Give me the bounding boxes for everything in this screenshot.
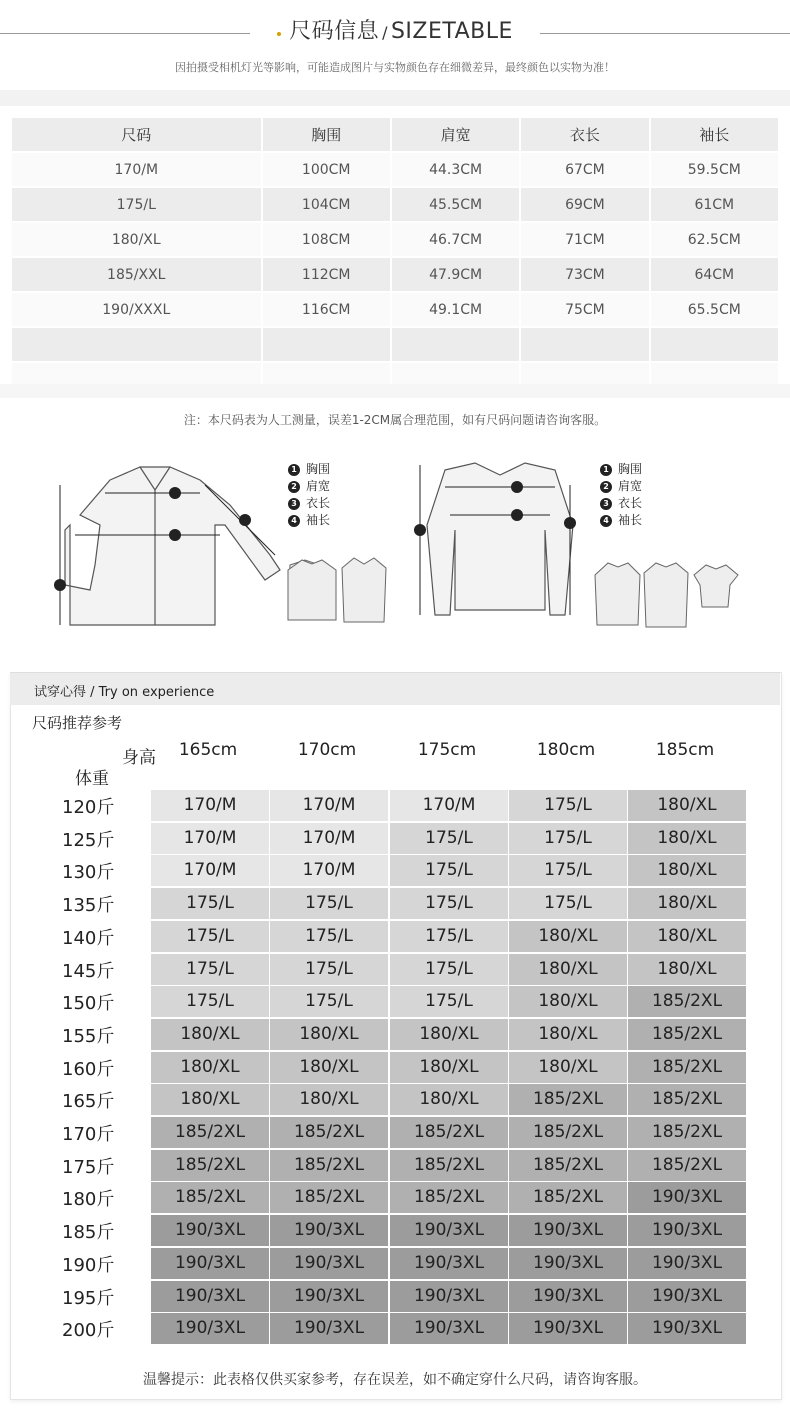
grid-cell: 190/3XL [390, 1313, 508, 1344]
grid-cell: 180/XL [151, 1084, 269, 1115]
legend-right [600, 461, 642, 529]
num-4-icon: 4 [288, 515, 300, 527]
grid-cell: 190/3XL [270, 1215, 388, 1246]
grid-cell: 190/3XL [390, 1215, 508, 1246]
grid-cell: 190/3XL [509, 1248, 627, 1279]
marker-1-icon [511, 509, 523, 521]
legend-item: 胸围 [306, 462, 331, 476]
height-label: 身高 [122, 748, 156, 768]
grid-cell: 180/XL [270, 1084, 388, 1115]
size-table-cell: 180/XL [12, 223, 261, 256]
size-table-cell: 肩宽 [392, 118, 519, 151]
grid-cell: 175/L [390, 921, 508, 952]
title-dot-icon [277, 32, 281, 36]
grid-cell: 185/2XL [151, 1117, 269, 1148]
size-table [10, 116, 780, 398]
grid-cell: 190/3XL [628, 1215, 746, 1246]
size-table-row [12, 328, 778, 361]
grid-cell: 170/M [270, 790, 388, 821]
grid-cell: 185/2XL [390, 1150, 508, 1181]
size-table-cell [263, 328, 390, 361]
size-table-cell: 190/XXXL [12, 293, 261, 326]
height-col-header: 165cm [178, 740, 238, 760]
grid-cell: 190/3XL [151, 1313, 269, 1344]
shirt-diagram [40, 455, 320, 645]
size-table-cell: 75CM [521, 293, 648, 326]
grid-cell: 175/L [270, 888, 388, 919]
divider-band [0, 384, 790, 398]
grid-cell: 180/XL [509, 986, 627, 1017]
divider-band [0, 90, 790, 106]
size-table-note: 注：本尺码表为人工测量，误差1-2CM属合理范围，如有尺码问题请咨询客服。 [183, 413, 607, 427]
grid-cell: 170/M [151, 790, 269, 821]
num-4-icon: 4 [600, 515, 612, 527]
grid-cell: 180/XL [390, 1052, 508, 1083]
grid-cell: 190/3XL [390, 1281, 508, 1312]
cardigan-thumbnails [590, 555, 740, 630]
size-table-cell: 100CM [263, 153, 390, 186]
grid-cell: 185/2XL [509, 1182, 627, 1213]
size-table-cell [392, 328, 519, 361]
size-table-cell: 108CM [263, 223, 390, 256]
grid-cell: 190/3XL [628, 1248, 746, 1279]
title-en: SIZETABLE [390, 19, 513, 44]
grid-cell: 175/L [509, 888, 627, 919]
marker-1-icon [169, 529, 181, 541]
weight-row-header: 125斤 [62, 829, 115, 851]
marker-3-icon [414, 524, 426, 536]
try-on-title: 试穿心得 / Try on experience [34, 685, 215, 700]
size-table-cell: 袖长 [651, 118, 778, 151]
grid-cell: 175/L [270, 954, 388, 985]
grid-cell: 190/3XL [509, 1281, 627, 1312]
grid-cell: 180/XL [390, 1084, 508, 1115]
size-table-cell: 尺码 [12, 118, 261, 151]
marker-2-icon [169, 487, 181, 499]
size-ref-subtitle: 尺码推荐参考 [32, 714, 123, 732]
height-col-header: 180cm [536, 740, 596, 760]
grid-cell: 185/2XL [509, 1150, 627, 1181]
weight-row-header: 145斤 [62, 960, 115, 982]
size-table-row [12, 153, 778, 186]
size-table-cell: 64CM [651, 258, 778, 291]
weight-row-header: 155斤 [62, 1025, 115, 1047]
title-separator: / [382, 23, 388, 42]
size-table-cell: 46.7CM [392, 223, 519, 256]
size-table-cell: 胸围 [263, 118, 390, 151]
grid-cell: 180/XL [628, 823, 746, 854]
title-cn: 尺码信息 [289, 19, 380, 44]
legend-item: 衣长 [306, 496, 331, 510]
grid-cell: 185/2XL [628, 1019, 746, 1050]
grid-cell: 175/L [390, 823, 508, 854]
size-table-row [12, 258, 778, 291]
grid-cell: 175/L [509, 823, 627, 854]
grid-cell: 185/2XL [151, 1182, 269, 1213]
grid-cell: 175/L [390, 954, 508, 985]
size-table-cell: 59.5CM [651, 153, 778, 186]
legend-item: 衣长 [618, 496, 643, 510]
num-2-icon: 2 [288, 481, 300, 493]
grid-cell: 180/XL [151, 1052, 269, 1083]
weight-row-header: 130斤 [62, 862, 115, 884]
grid-cell: 180/XL [509, 1052, 627, 1083]
grid-cell: 185/2XL [628, 1052, 746, 1083]
grid-cell: 190/3XL [270, 1248, 388, 1279]
grid-cell: 180/XL [628, 855, 746, 886]
grid-cell: 180/XL [628, 921, 746, 952]
grid-cell: 175/L [270, 921, 388, 952]
num-1-icon: 1 [600, 464, 612, 476]
weight-row-header: 120斤 [62, 797, 115, 818]
marker-4-icon [239, 514, 251, 526]
grid-cell: 190/3XL [390, 1248, 508, 1279]
size-table-cell [12, 328, 261, 361]
grid-cell: 175/L [390, 855, 508, 886]
grid-cell: 180/XL [270, 1052, 388, 1083]
size-table-cell: 175/L [12, 188, 261, 221]
weight-row-header: 160斤 [62, 1058, 115, 1080]
weight-row-header: 180斤 [62, 1189, 115, 1211]
marker-2-icon [511, 481, 523, 493]
grid-cell: 185/2XL [270, 1182, 388, 1213]
size-table-row [12, 188, 778, 221]
grid-cell: 170/M [151, 855, 269, 886]
grid-cell: 180/XL [509, 1019, 627, 1050]
grid-cell: 185/2XL [509, 1117, 627, 1148]
grid-cell: 190/3XL [270, 1313, 388, 1344]
weight-row-header: 140斤 [62, 927, 115, 949]
num-3-icon: 3 [288, 498, 300, 510]
grid-cell: 185/2XL [628, 986, 746, 1017]
size-table-cell: 104CM [263, 188, 390, 221]
grid-cell: 190/3XL [628, 1313, 746, 1344]
weight-row-header: 135斤 [62, 895, 115, 917]
grid-cell: 180/XL [628, 954, 746, 985]
grid-cell: 190/3XL [628, 1281, 746, 1312]
grid-cell: 175/L [509, 790, 627, 821]
legend-item: 袖长 [306, 513, 331, 527]
weight-row-header: 185斤 [62, 1222, 115, 1244]
grid-cell: 180/XL [628, 888, 746, 919]
size-table-cell: 116CM [263, 293, 390, 326]
size-table-cell: 65.5CM [651, 293, 778, 326]
size-table-cell: 衣长 [521, 118, 648, 151]
size-table-cell: 69CM [521, 188, 648, 221]
size-table-cell: 67CM [521, 153, 648, 186]
height-col-header: 185cm [655, 740, 715, 760]
grid-cell: 190/3XL [151, 1215, 269, 1246]
footer-tip: 温馨提示：此表格仅供买家参考，存在误差，如不确定穿什么尺码，请咨询客服。 [143, 1372, 647, 1388]
grid-cell: 175/L [151, 954, 269, 985]
height-col-header: 175cm [417, 740, 477, 760]
grid-cell: 185/2XL [628, 1117, 746, 1148]
legend-item: 胸围 [618, 462, 643, 476]
grid-cell: 180/XL [151, 1019, 269, 1050]
size-table-cell: 71CM [521, 223, 648, 256]
grid-cell: 190/3XL [509, 1215, 627, 1246]
legend-item: 肩宽 [618, 479, 643, 493]
size-table-cell: 47.9CM [392, 258, 519, 291]
size-table-cell: 185/XXL [12, 258, 261, 291]
grid-cell: 190/3XL [151, 1281, 269, 1312]
size-table-cell: 62.5CM [651, 223, 778, 256]
size-table-cell: 170/M [12, 153, 261, 186]
grid-cell: 185/2XL [628, 1150, 746, 1181]
grid-cell: 175/L [151, 888, 269, 919]
num-2-icon: 2 [600, 481, 612, 493]
grid-cell: 185/2XL [151, 1150, 269, 1181]
grid-cell: 170/M [151, 823, 269, 854]
size-table-row [12, 118, 778, 151]
grid-cell: 180/XL [270, 1019, 388, 1050]
grid-cell: 185/2XL [628, 1084, 746, 1115]
grid-cell: 190/3XL [270, 1281, 388, 1312]
size-table-cell: 61CM [651, 188, 778, 221]
weight-row-header: 150斤 [62, 993, 115, 1015]
grid-cell: 175/L [151, 921, 269, 952]
size-table-cell: 45.5CM [392, 188, 519, 221]
grid-cell: 185/2XL [270, 1150, 388, 1181]
weight-row-header: 175斤 [62, 1156, 115, 1178]
grid-cell: 175/L [390, 986, 508, 1017]
marker-4-icon [564, 517, 576, 529]
legend-item: 肩宽 [306, 479, 331, 493]
grid-cell: 190/3XL [628, 1182, 746, 1213]
grid-cell: 190/3XL [509, 1313, 627, 1344]
weight-row-header: 165斤 [62, 1091, 115, 1113]
size-table-cell: 44.3CM [392, 153, 519, 186]
size-table-row [12, 293, 778, 326]
try-on-header [10, 672, 780, 705]
grid-cell: 185/2XL [390, 1117, 508, 1148]
grid-cell: 180/XL [509, 921, 627, 952]
grid-cell: 175/L [390, 888, 508, 919]
legend-item: 袖长 [618, 513, 643, 527]
size-table-cell [521, 328, 648, 361]
legend-left [288, 461, 330, 529]
jacket-thumbnails [280, 550, 390, 630]
size-table-row [12, 223, 778, 256]
weight-row-header: 190斤 [62, 1254, 115, 1276]
grid-cell: 180/XL [628, 790, 746, 821]
num-3-icon: 3 [600, 498, 612, 510]
height-col-header: 170cm [297, 740, 357, 760]
weight-label: 体重 [75, 769, 109, 789]
size-table-cell: 49.1CM [392, 293, 519, 326]
color-disclaimer: 因拍摄受相机灯光等影响，可能造成图片与实物颜色存在细微差异，最终颜色以实物为准！ [175, 61, 615, 74]
grid-cell: 175/L [270, 986, 388, 1017]
size-table-cell [651, 328, 778, 361]
size-table-cell: 73CM [521, 258, 648, 291]
grid-cell: 180/XL [509, 954, 627, 985]
weight-row-header: 195斤 [62, 1287, 115, 1309]
grid-cell: 175/L [151, 986, 269, 1017]
weight-row-header: 200斤 [62, 1320, 115, 1342]
grid-cell: 180/XL [390, 1019, 508, 1050]
grid-cell: 185/2XL [270, 1117, 388, 1148]
grid-cell: 190/3XL [151, 1248, 269, 1279]
grid-cell: 185/2XL [509, 1084, 627, 1115]
size-table-cell: 112CM [263, 258, 390, 291]
num-1-icon: 1 [288, 464, 300, 476]
marker-3-icon [54, 579, 66, 591]
grid-cell: 175/L [509, 855, 627, 886]
sweater-diagram [405, 455, 595, 635]
grid-cell: 170/M [270, 855, 388, 886]
weight-row-header: 170斤 [62, 1124, 115, 1145]
grid-cell: 170/M [270, 823, 388, 854]
grid-cell: 170/M [390, 790, 508, 821]
grid-cell: 185/2XL [390, 1182, 508, 1213]
page-title [0, 14, 790, 45]
